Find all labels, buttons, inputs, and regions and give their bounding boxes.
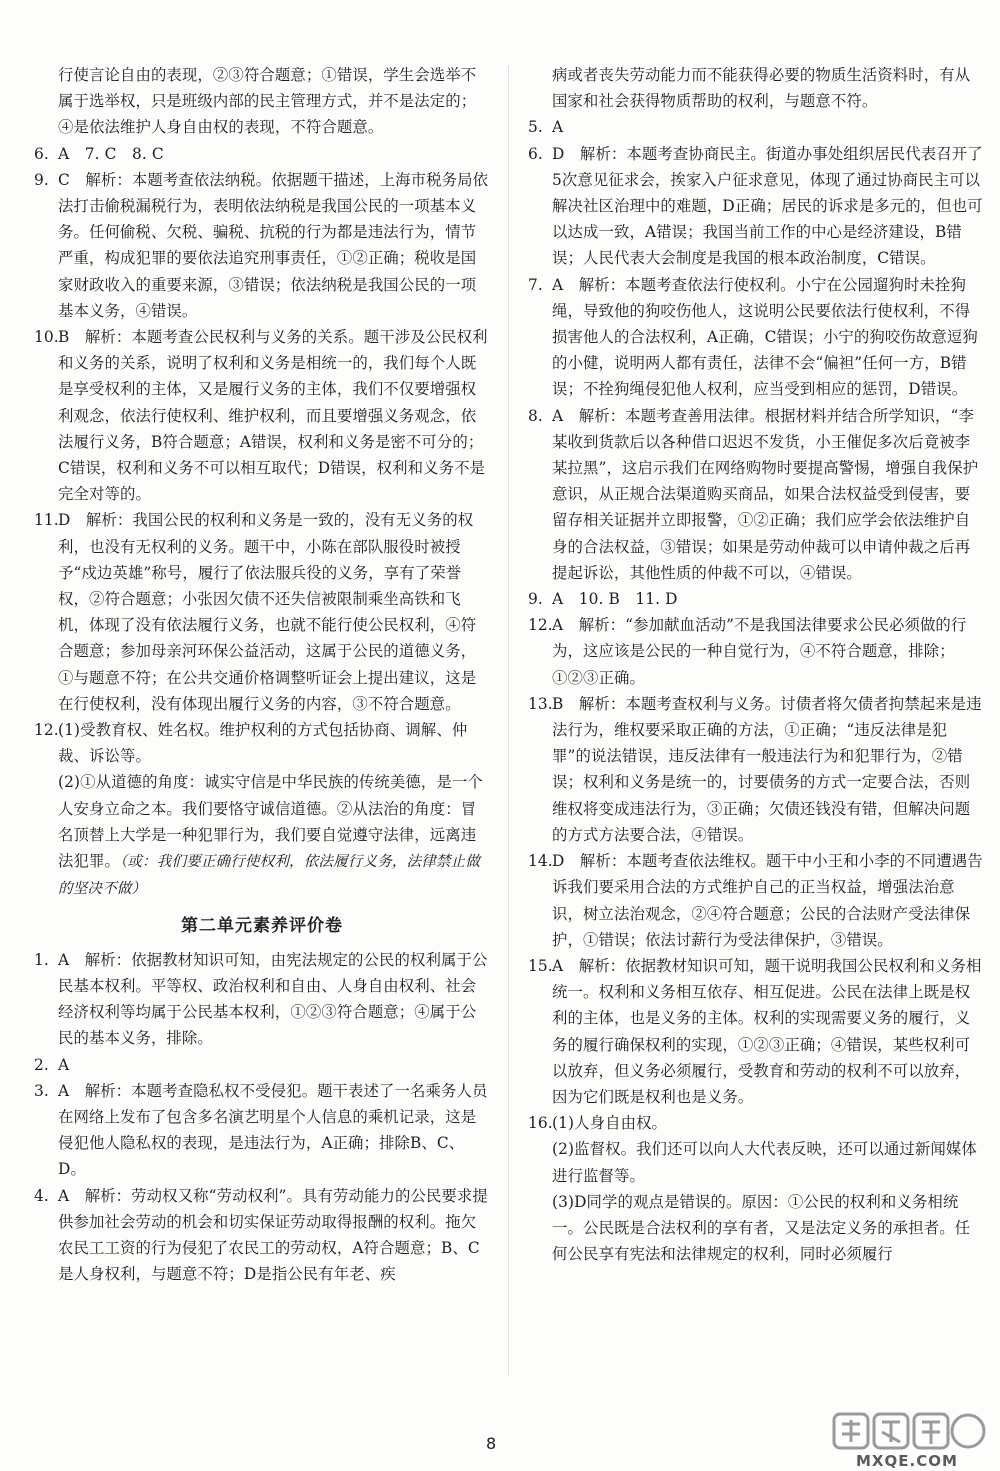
item-number: 6. — [528, 144, 543, 163]
item-text: D 解析：本题考查协商民主。街道办事处组织居民代表召开了5次意见征求会，挨家入户征求意见，体现了通过协商民主可以解决社区治理中的难题，D正确；居民的诉求是多元的，但也可以达成一致，A错误；我国当前工作的中心是经济建设，B错误；人民代表大会制度是我国的根本政治制度，C错误。 — [552, 144, 983, 268]
item-number: 12. — [34, 721, 59, 740]
answer-item — [528, 691, 984, 848]
column-divider — [508, 66, 509, 1376]
continued-answer: 病或者丧失劳动能力而不能获得必要的物质生活资料时，有从国家和社会获得物质帮助的权利，与题意不符。 — [552, 66, 971, 111]
item-text: D 解析：本题考查依法维权。题干中小王和小李的不同遭遇告诉我们要采用合法的方式维护自己的正当权益，增强法治意识，树立法治观念，②④符合题意；公民的合法财产受法律保护，①错误；依法讨薪行为受法律保护，③错误。 — [552, 852, 983, 949]
watermark-text: MXQE.COM — [856, 1452, 958, 1470]
answer-item — [34, 141, 490, 167]
item-number: 7. — [528, 275, 543, 294]
item-number: 2. — [34, 1055, 49, 1074]
answer-item — [528, 848, 984, 953]
item-number: 12. — [528, 616, 553, 635]
item-number: 5. — [528, 118, 543, 137]
answer-item — [528, 272, 984, 403]
item-number: 8. — [528, 406, 543, 425]
item-text: A 解析：劳动权又称“劳动权利”。具有劳动能力的公民要求提供参加社会劳动的机会和切实保证劳动取得报酬的权利。拖欠农民工工资的行为侵犯了农民工的劳动权，A符合题意；B、C是人身权利，与题意不符；D是指公民有年老、疾 — [58, 1186, 488, 1284]
item-text: A 解析：本题考查依法行使权利。小宁在公园遛狗时未拴狗绳，导致他的狗咬伤他人，这说明公民要依法行使权利，不得损害他人的合法权利，A正确，C错误；小宁的狗咬伤故意逗狗的小健，说明两人都有责任，法律不会“偏袒”任何一方，B错误；不拴狗绳侵犯他人权利，应当受到相应的惩罚，D错误。 — [552, 275, 978, 399]
item-number: 6. — [34, 144, 49, 163]
item-number: 4. — [34, 1186, 49, 1205]
item-text: A — [58, 1055, 70, 1074]
item-text: B 解析：本题考查公民权利与义务的关系。题干涉及公民权利和义务的关系，说明了权利和义务是相统一的，我们每个人既是享受权利的主体，又是履行义务的主体，我们不仅要增强权利观念，依法行使权利、维护权利，而且要增强义务观念，依法履行义务，B符合题意；A错误，权利和义务是密不可分的；C错误，权利和义务不可以相互取代；D错误，权利和义务不是完全对等的。 — [58, 328, 488, 504]
watermark-logo-icon — [830, 1410, 990, 1454]
answer-item — [528, 141, 984, 272]
item-text: A — [552, 118, 564, 137]
answer-item — [528, 586, 984, 612]
item-number: 16. — [528, 1114, 553, 1133]
item-text: B 解析：本题考查权利与义务。讨债者将欠债者拘禁起来是违法行为，维权要采取正确的方法，①正确；“违反法律是犯罪”的说法错误，违反法律有一般违法行为和犯罪行为，②错误；权利和义务是统一的，讨要债务的方式一定要合法，否则维权将变成违法行为，③正确；欠债还钱没有错，但解决问题的方式方法要合法，④错误。 — [552, 694, 982, 844]
page-number: 8 — [486, 1434, 497, 1453]
item-part-2-text: (2)①从道德的角度：诚实守信是中华民族的传统美德，是一个人安身立命之本。我们要恪守诚信道德。②从法治的角度：冒名顶替上大学是一种犯罪行为，我们要自觉遵守法律，远离违法犯罪。 — [58, 773, 483, 871]
answer-item — [34, 947, 490, 1052]
item-part-1: (1)人身自由权。 — [552, 1114, 668, 1133]
item-text: A 解析：依据教材知识可知，题干说明我国公民权利和义务相统一。权利和义务相互依存、相互促进。公民在法律上既是权利的主体，也是义务的主体。权利的实现需要义务的履行，义务的履行确保权利的实现，①②③正确；④错误，某些权利可以放弃，但义务必须履行，受教育和劳动的权利不可以放弃，因为它们既是权利也是义务。 — [552, 956, 982, 1106]
answer-item — [34, 1052, 490, 1078]
answer-item-12 — [34, 717, 490, 902]
answer-item — [34, 167, 490, 324]
right-column — [528, 62, 984, 1267]
item-number: 9. — [528, 590, 543, 609]
item-number: 1. — [34, 950, 49, 969]
answer-item — [34, 1183, 490, 1288]
answer-item — [528, 953, 984, 1110]
item-number: 3. — [34, 1081, 49, 1100]
item-text: A 解析：依据教材知识可知，由宪法规定的公民的权利属于公民基本权利。平等权、政治权利和自由、人身自由权利、社会经济权利等均属于公民基本权利，①②③符合题意；④属于公民的基本义务，排除。 — [58, 950, 488, 1048]
section-title: 第二单元素养评价卷 — [181, 915, 343, 936]
item-number: 10. — [34, 328, 59, 347]
answer-item — [34, 507, 490, 717]
item-part-2 — [58, 769, 490, 902]
item-text: A 解析：本题考查善用法律。根据材料并结合所学知识，“李某收到货款后以各种借口迟迟不发货，小王催促多次后竟被李某拉黑”，这启示我们在网络购物时要提高警惕，增强自我保护意识，从正规合法渠道购买商品，如果合法权益受到侵害，要留存相关证据并立即报警，①②正确；我们应学会依法维护自身的合法权益，③错误；如果是劳动仲裁可以申请仲裁之后再提起诉讼，其他性质的仲裁不可以，④错误。 — [552, 406, 979, 582]
item-text: A 解析：本题考查隐私权不受侵犯。题干表述了一名乘务人员在网络上发布了包含多名演艺明星个人信息的乘机记录，这是侵犯他人隐私权的表现，是违法行为，A正确；排除B、C、D。 — [58, 1081, 488, 1179]
item-text: A 10. B 11. D — [552, 590, 678, 609]
answer-item-16 — [528, 1110, 984, 1267]
item-number: 14. — [528, 852, 553, 871]
item-number: 9. — [34, 170, 49, 189]
left-column — [34, 62, 490, 1287]
item-number: 15. — [528, 956, 553, 975]
item-part-1: (1)受教育权、姓名权。维护权利的方式包括协商、调解、仲裁、诉讼等。 — [58, 721, 468, 766]
answer-item — [34, 324, 490, 507]
handwritten-note: （或：我们要正确行使权利，依法履行义务，法律禁止做的坚决不做） — [58, 853, 481, 898]
item-text: C 解析：本题考查依法纳税。依据题干描述，上海市税务局依法打击偷税漏税行为，表明依法纳税是我国公民的一项基本义务。任何偷税、欠税、骗税、抗税的行为都是违法行为，情节严重，构成犯罪的要依法追究刑事责任，①②正确；税收是国家财政收入的重要来源，③错误；依法纳税是我国公民的一项基本义务，④错误。 — [58, 170, 489, 320]
item-text: D 解析：我国公民的权利和义务是一致的，没有无义务的权利，也没有无权利的义务。题干中，小陈在部队服役时被授予“戍边英雄”称号，履行了依法服兵役的义务，享有了荣誉权，②符合题意；小张因欠债不还失信被限制乘坐高铁和飞机，体现了没有依法履行义务，也就不能行使公民权利，④符合题意；参加母亲河环保公益活动，这属于公民的道德义务，①与题意不符；在公共交通价格调整听证会上提出建议，这是在行使权利，没有体现出履行义务的内容，③不符合题意。 — [58, 511, 477, 713]
item-part-2: (2)监督权。我们还可以向人大代表反映，还可以通过新闻媒体进行监督等。 — [552, 1140, 977, 1185]
answer-item — [528, 403, 984, 586]
item-number: 13. — [528, 694, 553, 713]
answer-item — [528, 114, 984, 140]
item-part-3: (3)D同学的观点是错误的。原因：①公民的权利和义务相统一。公民既是合法权利的享有者，又是法定义务的承担者。任何公民享有宪法和法律规定的权利，同时必须履行 — [552, 1192, 971, 1264]
item-text: A 7. C 8. C — [58, 144, 164, 163]
answer-item — [34, 1078, 490, 1183]
item-text: A 解析：“参加献血活动”不是我国法律要求公民必须做的行为，这应该是公民的一种自觉行为，④不符合题意，排除；①②③正确。 — [552, 616, 967, 687]
answer-item — [528, 612, 984, 691]
site-watermark — [830, 1410, 990, 1470]
continued-answer: 行使言论自由的表现，②③符合题意；①错误，学生会选举不属于选举权，只是班级内部的民主管理方式，并不是法定的；④是依法维护人身自由权的表现，不符合题意。 — [58, 66, 477, 137]
item-number: 11. — [34, 511, 59, 530]
